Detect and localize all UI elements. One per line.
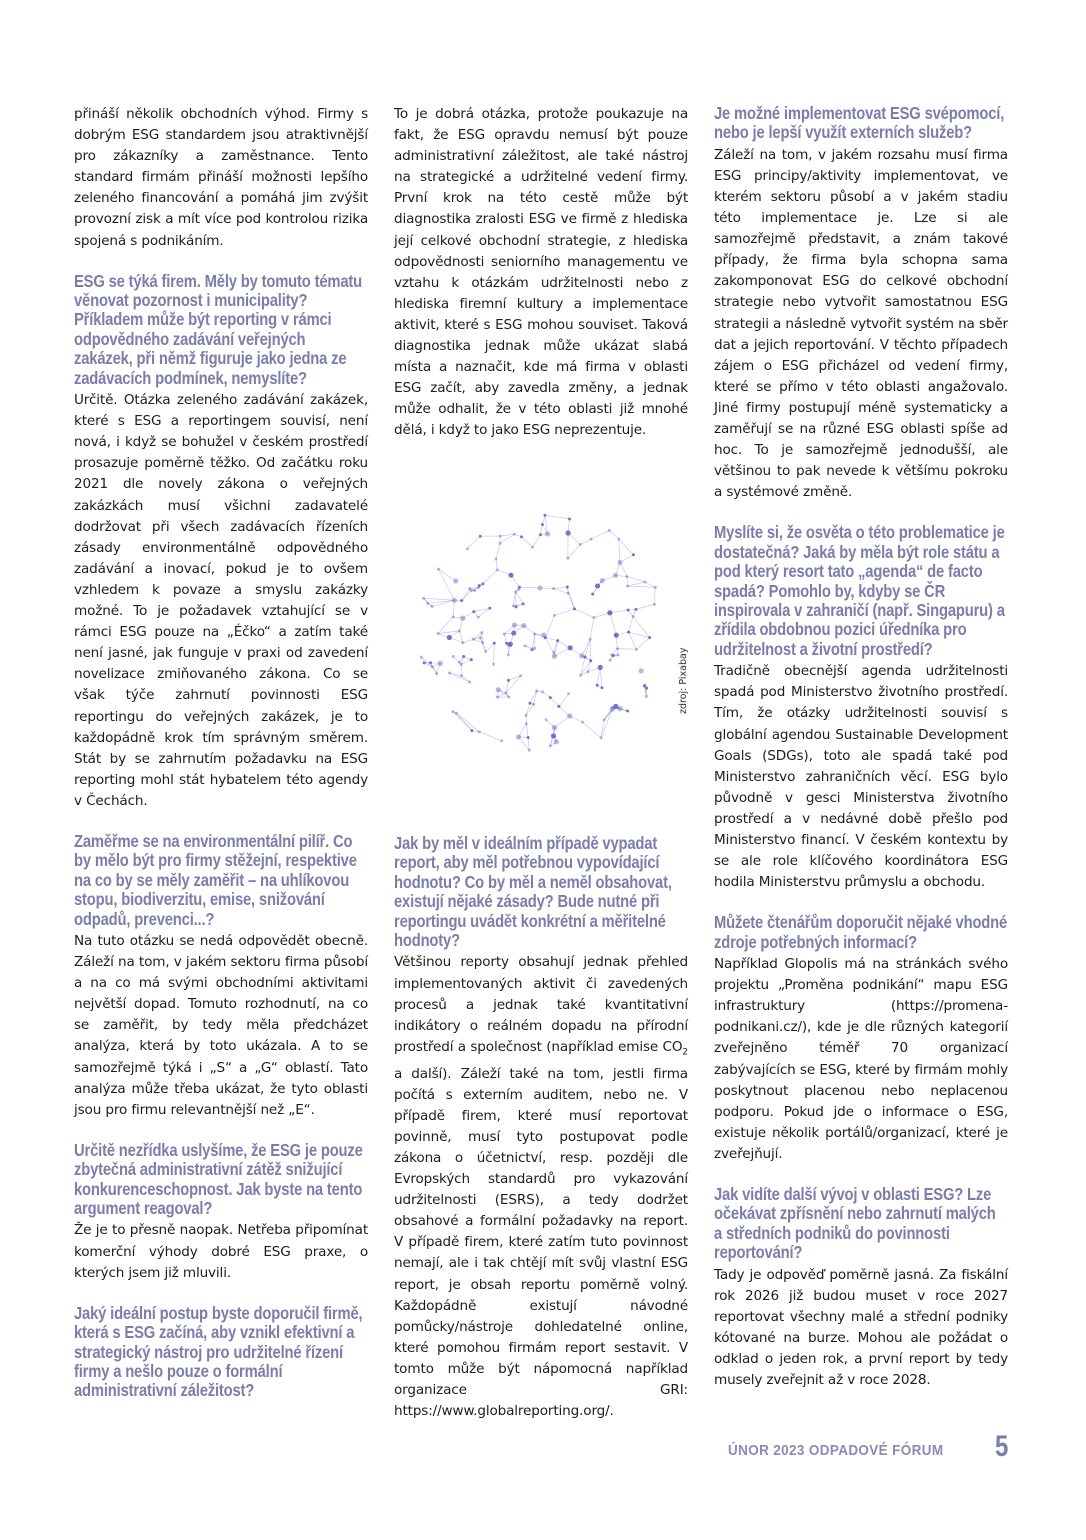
column-3 — [714, 104, 1008, 1391]
answer-text-start: Většinou reporty obsahují jednak přehled implementovaných aktivit či zavedených procesů a jednak také kvantitativní indikátory o reálném dopadu na přírodní prostředí a společnost (například emise CO — [394, 954, 688, 1055]
question-heading: Zaměřme se na environmentální pilíř. Co by mělo být pro firmy stěžejní, respektive na co by se měly zaměřit – na uhlíkovou stopu, biodiverzitu, emise, snižování odpadů, prevenci...? — [74, 830, 357, 929]
issue-label: ÚNOR 2023 ODPADOVÉ FÓRUM — [728, 1442, 944, 1459]
question-heading: Myslíte si, že osvěta o této problematice je dostatečná? Jaká by měla být role státu a pod který resort tato „agenda“ de facto spadá? Pomohlo by, kdyby se ČR inspirovala v zahraničí (např. Singapuru) a zřídila obdobnou pozici úředníka pro udržitelnost a životní prostředí? — [714, 522, 1005, 659]
subscript: 2 — [682, 1047, 688, 1058]
question-heading: Můžete čtenářům doporučit nějaké vhodné zdroje potřebných informací? — [714, 912, 1008, 952]
image-credit: zdroj: Pixabay — [678, 647, 689, 714]
question-heading: Je možné implementovat ESG svépomocí, nebo je lepší využít externích služeb? — [714, 103, 1005, 143]
globe-network — [420, 514, 657, 752]
paragraph: přináší několik obchodních výhod. Firmy s dobrým ESG standardem jsou atraktivnější pro zákazníky a zaměstnance. Tento standard firmám přináší možnosti lepšího zeleného financování a pomáhá jim zvýšit provozní zisk a mít více pod kontrolou rizika spojená s podnikáním. — [74, 106, 368, 249]
column-2 — [394, 104, 688, 442]
answer-paragraph: Tradičně obecnější agenda udržitelnosti spadá pod Ministerstvo životního prostředí. Tím, že otázky udržitelnosti souvisí s globální agendou Sustainable Development Goals (SDGs), toto ale spadá také pod Ministerstvo zahraničních věcí. ESG bylo původně v gesci Ministerstva životního prostředí a v nedávné době přešlo pod Ministerstvo financí. V českém kontextu by se ale role klíčového koordinátora ESG hodila Ministerstvu průmyslu a obchodu. — [714, 663, 1008, 891]
question-heading: Jak vidíte další vývoj v oblasti ESG? Lze očekávat zpřísnění nebo zahrnutí malých a středních podniků do povinnosti reportování? — [714, 1184, 996, 1263]
answer-paragraph: Určitě. Otázka zeleného zadávání zakázek, které s ESG a reportingem souvisí, není nová, i když se bohužel v českém prostředí prosazuje poměrně těžko. Od začátku roku 2021 dle novely zákona o veřejných zakázkách musí všichni zadavatelé dodržovat při všech zadávacích řízeních zásady environmentálně odpovědného zadávání a inovací, pokud je to ovšem vzhledem k povaze a smyslu zakázky možné. To je požadavek vztahující se v rámci ESG pouze na „Éčko“ a zatím také není jasné, jak funguje v praxi od zavedení novelizace zmiňovaného zákona. Co se však týče zahrnutí povinnosti ESG reportingu do veřejných zakázek, je to každopádně krok tím správným směrem. Stát by se zahrnutím požadavku na ESG reporting mohl stát hybatelem této agendy v Čechách. — [74, 392, 368, 809]
column-2-lower — [394, 834, 688, 1422]
answer-paragraph: To je dobrá otázka, protože poukazuje na fakt, že ESG opravdu nemusí být pouze administrativní záležitost, ale také nástroj na strategické a udržitelné vedení firmy. První krok na této cestě může být diagnostika zralosti ESG ve firmě z hlediska její celkové obchodní strategie, z hlediska odpovědnosti seniorního managementu ve vztahu k otázkám udržitelnosti nebo z hlediska firemní kultury a implementace aktivit, které s ESG mohou souviset. Taková diagnostika jednak může ukázat slabá místa a naznačit, kde má firma v oblasti ESG začít, aby zavedla změny, a jednak může odhalit, že v této oblasti již mnohé dělá, i když to jako ESG neprezentuje. — [394, 106, 688, 439]
column-1 — [74, 104, 368, 1401]
question-heading: ESG se týká firem. Měly by tomuto tématu věnovat pozornost i municipality? Příkladem může být reporting v rámci odpovědného zadávání veřejných zakázek, při němž figuruje jako jedna ze zadávacích podmínek, nemyslíte? — [74, 270, 363, 388]
answer-paragraph — [394, 952, 688, 1422]
globe-illustration — [394, 470, 694, 810]
answer-text-end: a další). Záleží také na tom, jestli firma počítá s externím auditem, nebo ne. V případě firem, které musí reportovat povinně, musí tyto postupovat podle zákona o účetnictví, resp. později dle Evropských standardů pro vykazování udržitelnosti (ESRS), a tedy dodržet obsahové a formální požadavky na report. V případě firem, které zatím tuto povinnost nemají, ale i tak chtějí mít svůj vlastní ESG report, je obsah reportu poměrně volný. Každopádně existují návodné pomůcky/nástroje dohledatelné online, které pomohou firmám report sestavit. V tomto může být nápomocná například organizace GRI: https://www.globalreporting.org/. — [394, 1065, 688, 1420]
page-footer — [720, 1430, 1020, 1478]
answer-paragraph: Že je to přesně naopak. Netřeba připomínat komerční výhody dobré ESG praxe, o kterých jsem již mluvili. — [74, 1222, 368, 1281]
page-number: 5 — [995, 1430, 1009, 1463]
question-heading: Jaký ideální postup byste doporučil firmě, která s ESG začíná, aby vznikl efektivní a strategický nástroj pro udržitelné řízení firmy a nešlo pouze o formální administrativní záležitost? — [74, 1302, 363, 1401]
answer-paragraph: Na tuto otázku se nedá odpovědět obecně. Záleží na tom, v jakém sektoru firma působí a na co má svými obchodními aktivitami největší dopad. Tomuto rozhodnutí, na co se zaměřit, by tedy měla předcházet analýza, která by toto ukázala. A to se samozřejmě týká i „S“ a „G“ oblastí. Tato analýza může třeba ukázat, že tyto oblasti jsou pro firmu relevantnější než „E“. — [74, 933, 368, 1118]
answer-paragraph: Tady je odpověď poměrně jasná. Za fiskální rok 2026 již budou muset v roce 2027 reportovat všechny malé a střední podniky kótované na burze. Mohou ale požádat o odklad o jeden rok, a první report by tedy musely zveřejnit až v roce 2028. — [714, 1266, 1008, 1389]
answer-paragraph: Například Glopolis má na stránkách svého projektu „Proměna podnikání“ mapu ESG infrastruktury (https://promena-podnikani.cz/), kde je dle různých kategorií zveřejněno téměř 70 organizací zabývajících se ESG, které by firmám mohly poskytnout placenou nebo neplacenou podporu. Pokud jde o informace o ESG, existuje několik portálů/organizací, které je zveřejňují. — [714, 956, 1008, 1162]
question-heading: Jak by měl v ideálním případě vypadat report, aby měl potřebnou vypovídající hodnotu? Co by měl a neměl obsahovat, existují nějaké zásady? Bude nutné při reportingu uvádět konkrétní a měřitelné hodnoty? — [394, 833, 672, 951]
question-heading: Určitě nezřídka uslyšíme, že ESG je pouze zbytečná administrativní zátěž snižující konkurenceschopnost. Jak byste na tento argument reagoval? — [74, 1139, 363, 1219]
network-globe-image — [394, 470, 694, 810]
answer-paragraph: Záleží na tom, v jakém rozsahu musí firma ESG principy/aktivity implementovat, ve kterém sektoru působí a v jakém stadiu této implementace je. Lze si ale samozřejmě představit, a znám takové případy, že firma byla schopna sama zakomponovat ESG do celkové obchodní strategie nebo vytvořit samostatnou ESG strategii a následně vytvořit systém na sběr dat a jejich reportování. V těchto případech zájem o ESG přicházel od vedení firmy, které se přímo v této oblasti angažovalo. Jiné firmy postupují méně systematicky a zaměřují se na různé ESG oblasti spíše ad hoc. To je samozřejmě jednodušší, ale většinou to pak nevede k většímu pokroku a systémové změně. — [714, 146, 1008, 501]
